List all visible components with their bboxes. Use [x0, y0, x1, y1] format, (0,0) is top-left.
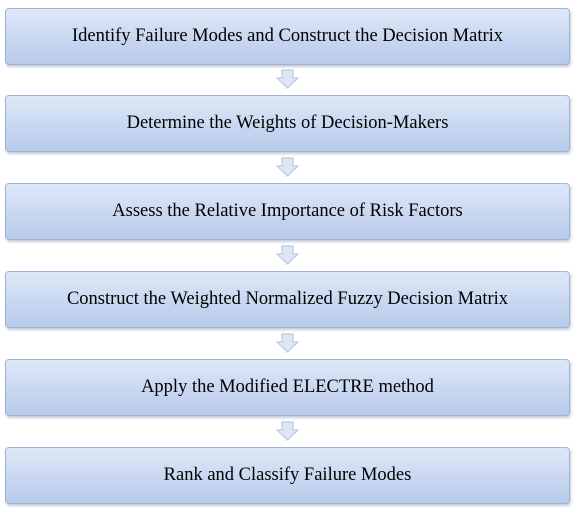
step-label: Assess the Relative Importance of Risk Factors	[112, 201, 463, 221]
step-determine-weights	[5, 95, 570, 152]
down-arrow-icon	[276, 333, 299, 353]
down-arrow-icon	[276, 245, 299, 265]
step-label: Identify Failure Modes and Construct the Decision Matrix	[71, 26, 504, 46]
down-arrow-icon	[276, 421, 299, 441]
step-rank-classify	[5, 447, 570, 504]
step-label: Determine the Weights of Decision-Makers	[126, 113, 449, 133]
step-identify-failure-modes	[5, 8, 570, 65]
step-label: Construct the Weighted Normalized Fuzzy Decision Matrix	[66, 289, 509, 309]
step-construct-weighted-matrix	[5, 271, 570, 328]
step-label: Apply the Modified ELECTRE method	[141, 377, 434, 397]
down-arrow-icon	[276, 157, 299, 177]
step-label: Rank and Classify Failure Modes	[163, 465, 412, 485]
step-apply-electre	[5, 359, 570, 416]
step-assess-importance	[5, 183, 570, 240]
down-arrow-icon	[276, 69, 299, 89]
